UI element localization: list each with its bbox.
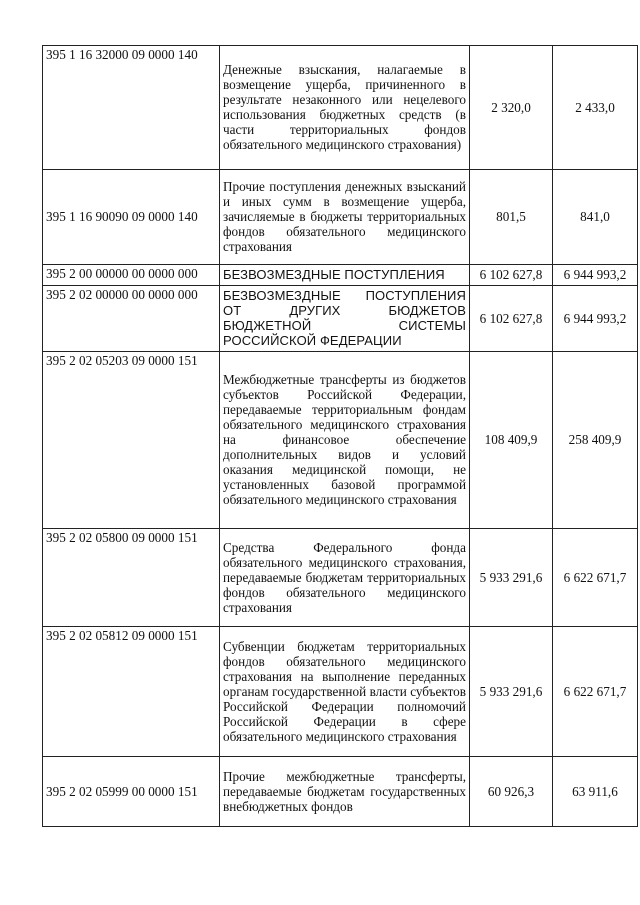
table-row xyxy=(43,627,638,757)
revenue-name-cell: БЕЗВОЗМЕЗДНЫЕ ПОСТУПЛЕНИЯ xyxy=(220,265,470,286)
table-row xyxy=(43,529,638,627)
table-row xyxy=(43,265,638,286)
table-row xyxy=(43,352,638,529)
revenue-name-cell: Межбюджетные трансферты из бюджетов субъектов Российской Федерации, передаваемые территориальным фондам обязательного медицинского страхования на финансовое обеспечение дополнительных видов и условий оказания медицинской помощи, не установленных базовой программой обязательного медицинского страхования xyxy=(220,352,470,529)
budget-code-cell: 395 2 00 00000 00 0000 000 xyxy=(43,265,220,286)
table-row xyxy=(43,170,638,265)
budget-code-cell: 395 1 16 32000 09 0000 140 xyxy=(43,46,220,170)
amount-year1-cell: 5 933 291,6 xyxy=(470,627,553,757)
budget-code-cell: 395 2 02 05800 09 0000 151 xyxy=(43,529,220,627)
revenue-name-cell: БЕЗВОЗМЕЗДНЫЕ ПОСТУПЛЕНИЯ ОТ ДРУГИХ БЮДЖЕТОВ БЮДЖЕТНОЙ СИСТЕМЫ РОССИЙСКОЙ ФЕДЕРАЦИИ xyxy=(220,286,470,352)
amount-year1-cell: 60 926,3 xyxy=(470,757,553,827)
amount-year2-cell: 6 622 671,7 xyxy=(553,627,638,757)
amount-year1-cell: 2 320,0 xyxy=(470,46,553,170)
amount-year1-cell: 6 102 627,8 xyxy=(470,286,553,352)
amount-year1-cell: 5 933 291,6 xyxy=(470,529,553,627)
amount-year2-cell: 2 433,0 xyxy=(553,46,638,170)
budget-code-cell: 395 2 02 05999 00 0000 151 xyxy=(43,757,220,827)
revenue-name-cell: Прочие поступления денежных взысканий и иных сумм в возмещение ущерба, зачисляемые в бюджеты территориальных фондов обязательного медицинского страхования xyxy=(220,170,470,265)
amount-year2-cell: 6 944 993,2 xyxy=(553,265,638,286)
revenue-name-cell: Средства Федерального фонда обязательного медицинского страхования, передаваемые бюджетам территориальных фондов обязательного медицинского страхования xyxy=(220,529,470,627)
amount-year2-cell: 6 622 671,7 xyxy=(553,529,638,627)
revenue-name-cell: Субвенции бюджетам территориальных фондов обязательного медицинского страхования на выполнение переданных органам государственной власти субъектов Российской Федерации полномочий Российской Федерации в сфере обязательного медицинского страхования xyxy=(220,627,470,757)
budget-code-cell: 395 1 16 90090 09 0000 140 xyxy=(43,170,220,265)
table-row xyxy=(43,46,638,170)
revenue-name-cell: Денежные взыскания, налагаемые в возмещение ущерба, причиненного в результате незаконного или нецелевого использования бюджетных средств (в части территориальных фондов обязательного медицинского страхования) xyxy=(220,46,470,170)
budget-revenue-table xyxy=(42,45,638,827)
budget-code-cell: 395 2 02 05203 09 0000 151 xyxy=(43,352,220,529)
amount-year1-cell: 801,5 xyxy=(470,170,553,265)
amount-year1-cell: 6 102 627,8 xyxy=(470,265,553,286)
table-row xyxy=(43,757,638,827)
budget-code-cell: 395 2 02 00000 00 0000 000 xyxy=(43,286,220,352)
amount-year2-cell: 258 409,9 xyxy=(553,352,638,529)
table-row xyxy=(43,286,638,352)
amount-year1-cell: 108 409,9 xyxy=(470,352,553,529)
amount-year2-cell: 63 911,6 xyxy=(553,757,638,827)
revenue-name-cell: Прочие межбюджетные трансферты, передаваемые бюджетам государственных внебюджетных фондов xyxy=(220,757,470,827)
budget-code-cell: 395 2 02 05812 09 0000 151 xyxy=(43,627,220,757)
amount-year2-cell: 6 944 993,2 xyxy=(553,286,638,352)
amount-year2-cell: 841,0 xyxy=(553,170,638,265)
